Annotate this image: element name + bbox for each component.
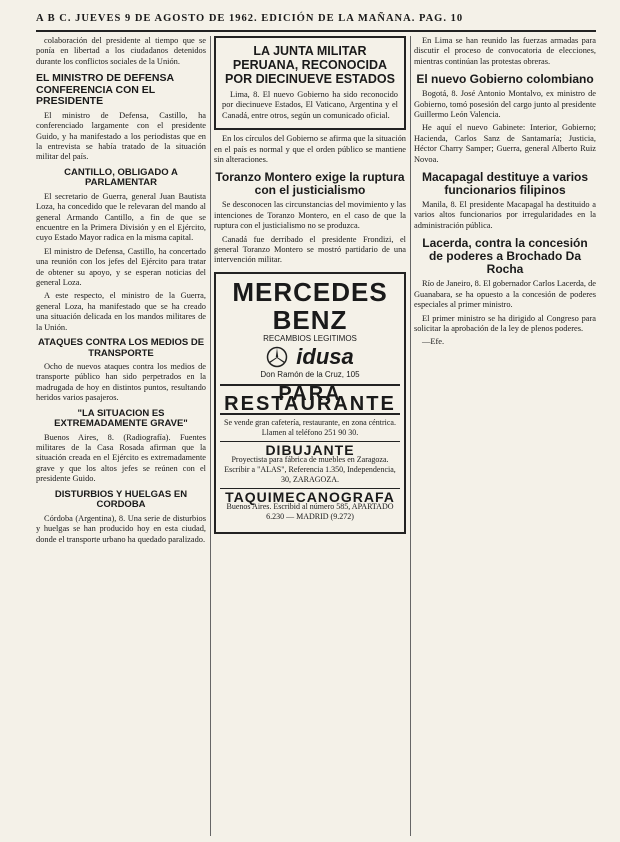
advertisement-block (214, 272, 406, 534)
minister-paragraph: El ministro de Defensa, Castillo, ha conferenciado largamente con el presidente Guido, y ha manifestado a los periodistas que en la entrevista se había tratado de la situación militar del país. (36, 110, 206, 162)
ad-dibujante-title: DIBUJANTE (265, 441, 355, 458)
mercedes-star-icon (266, 346, 288, 368)
cantillo-paragraph: El secretario de Guerra, general Juan Bautista Loza, ha concedido que le relevaran del mando al general Armando Cantillo, a fin de que se encuentre en la Primera División y en el Ejército, cuyo Estado Mayor radica en la misma capital. (36, 191, 206, 243)
ad-restaurant-title: PARA RESTAURANTE (220, 384, 400, 415)
cordoba-paragraph: Córdoba (Argentina), 8. Una serie de disturbios y huelgas se han producido hoy en esta ciudad, donde el transporte urbano ha quedado paralizado. (36, 513, 206, 544)
header-line: A B C. JUEVES 9 DE AGOSTO DE 1962. EDICIÓN DE LA MAÑANA. PAG. 10 (36, 12, 464, 24)
intro-paragraph: En los círculos del Gobierno se afirma que la situación en el país es normal y que el orden público se mantiene sin alteraciones. (214, 134, 406, 165)
ad-mercedes-subtitle: RECAMBIOS LEGITIMOS (263, 333, 357, 343)
ad-restaurant-text: Se vende gran cafetería, restaurante, en zona céntrica. Llamen al teléfono 251 90 30. (220, 418, 400, 442)
column-left (36, 36, 206, 836)
ad-address: Don Ramón de la Cruz, 105 (260, 370, 360, 380)
toranzo-paragraph: Canadá fue derribado el presidente Frondizi, el general Toranzo Montero se mostró partidario de una intervención militar. (214, 234, 406, 265)
ad-taqui-title: TAQUIMECANOGRAFA (225, 488, 395, 505)
headline-cantillo: CANTILLO, OBLIGADO A PARLAMENTAR (64, 166, 178, 189)
cantillo-paragraph: A este respecto, el ministro de la Guerra, general Loza, ha manifestado que se ha creado una situación delicada en los mandos militares de la Unión. (36, 291, 206, 332)
ad-dibujante-text: Proyectista para fábrica de muebles en Zaragoza. Escribir a "ALAS", Referencia 1.350, Independencia, 30, ZARAGOZA. (220, 455, 400, 489)
headline-cordoba: DISTURBIOS Y HUELGAS EN CORDOBA (54, 488, 188, 511)
headline-colombia: El nuevo Gobierno colombiano (416, 72, 594, 87)
situation-paragraph: Buenos Aires, 8. (Radiografía). Fuentes militares de la Casa Rosada afirman que la situación creada en el Ejército es extremadamente grave y que los altos jefes se reúnen con el presidente Guido. (36, 432, 206, 484)
junta-paragraph: Lima, 8. El nuevo Gobierno ha sido reconocido por diecinueve Estados, El Vaticano, Argentina y el Canadá, entre otros, según un comunicado oficial. (222, 90, 398, 120)
headline-minister: EL MINISTRO DE DEFENSA CONFERENCIA CON EL PRESIDENTE (36, 72, 174, 108)
ad-brand-name: idusa (296, 344, 354, 370)
attacks-paragraph: Ocho de nuevos ataques contra los medios de transporte público han sido perpetrados en la madrugada de hoy en distintos puntos, resultando heridos varios pasajeros. (36, 362, 206, 403)
toranzo-paragraph: Se desconocen las circunstancias del movimiento y las intenciones de Toranzo Montero, en el caso de que la ruptura con el justicialismo no se produzca. (214, 200, 406, 231)
cantillo-paragraph: El ministro de Defensa, Castillo, ha concertado una reunión con los jefes del Ejército para tratar de obtener su apoyo, y se esperan noticias del general Loza. (36, 246, 206, 287)
headline-macapagal: Macapagal destituye a varios funcionarios filipinos (421, 170, 589, 198)
lacerda-paragraph: El primer ministro se ha dirigido al Congreso para solicitar la aprobación de la ley de plenos poderes. (414, 313, 596, 333)
colombia-paragraph: He aquí el nuevo Gabinete: Interior, Gobierno; Hacienda, Carlos Sanz de Santamaría; Justicia, Héctor Charry Samper; Guerra, general Alberto Ruiz Novoa. (414, 123, 596, 164)
lacerda-signoff: —Efe. (422, 337, 445, 347)
page-header (36, 6, 596, 32)
headline-situation: "LA SITUACION ES EXTREMADAMENTE GRAVE" (54, 407, 188, 430)
column-center (214, 36, 406, 836)
ad-taqui-text: Buenos Aires. Escribid al número 585, APARTADO 6.230 — MADRID (9.272) (226, 502, 394, 522)
headline-toranzo: Toranzo Montero exige la ruptura con el justicialismo (215, 170, 405, 198)
column-rule (410, 36, 411, 836)
headline-attacks: ATAQUES CONTRA LOS MEDIOS DE TRANSPORTE (37, 337, 205, 359)
headline-lacerda: Lacerda, contra la concesión de poderes a Brochado Da Rocha (422, 236, 588, 277)
headline-junta: LA JUNTA MILITAR PERUANA, RECONOCIDA POR DIECINUEVE ESTADOS (225, 44, 395, 86)
junta-box (214, 36, 406, 130)
top-paragraph: En Lima se han reunido las fuerzas armadas para discutir el proceso de convocatoria de elecciones, mientras continúan las protestas obreras. (414, 36, 596, 66)
intro-paragraph: colaboración del presidente al tiempo que se ponía en libertad a los ciudadanos detenidos durante los conflictos sociales de la Unión. (36, 36, 206, 66)
column-right (414, 36, 596, 836)
lacerda-paragraph: Río de Janeiro, 8. El gobernador Carlos Lacerda, de Guanabara, se ha opuesto a la concesión de poderes especiales al primer ministro. (414, 279, 596, 310)
macapagal-paragraph: Manila, 8. El presidente Macapagal ha destituido a varios altos funcionarios por irregularidades en la administración pública. (414, 200, 596, 230)
column-rule (210, 36, 211, 836)
ad-mercedes-title: MERCEDES BENZ (232, 276, 388, 335)
ad-logo-row (220, 346, 400, 368)
colombia-paragraph: Bogotá, 8. José Antonio Montalvo, ex ministro de Gobierno, tomó posesión del cargo junto al presidente Guillermo León Valencia. (414, 89, 596, 120)
